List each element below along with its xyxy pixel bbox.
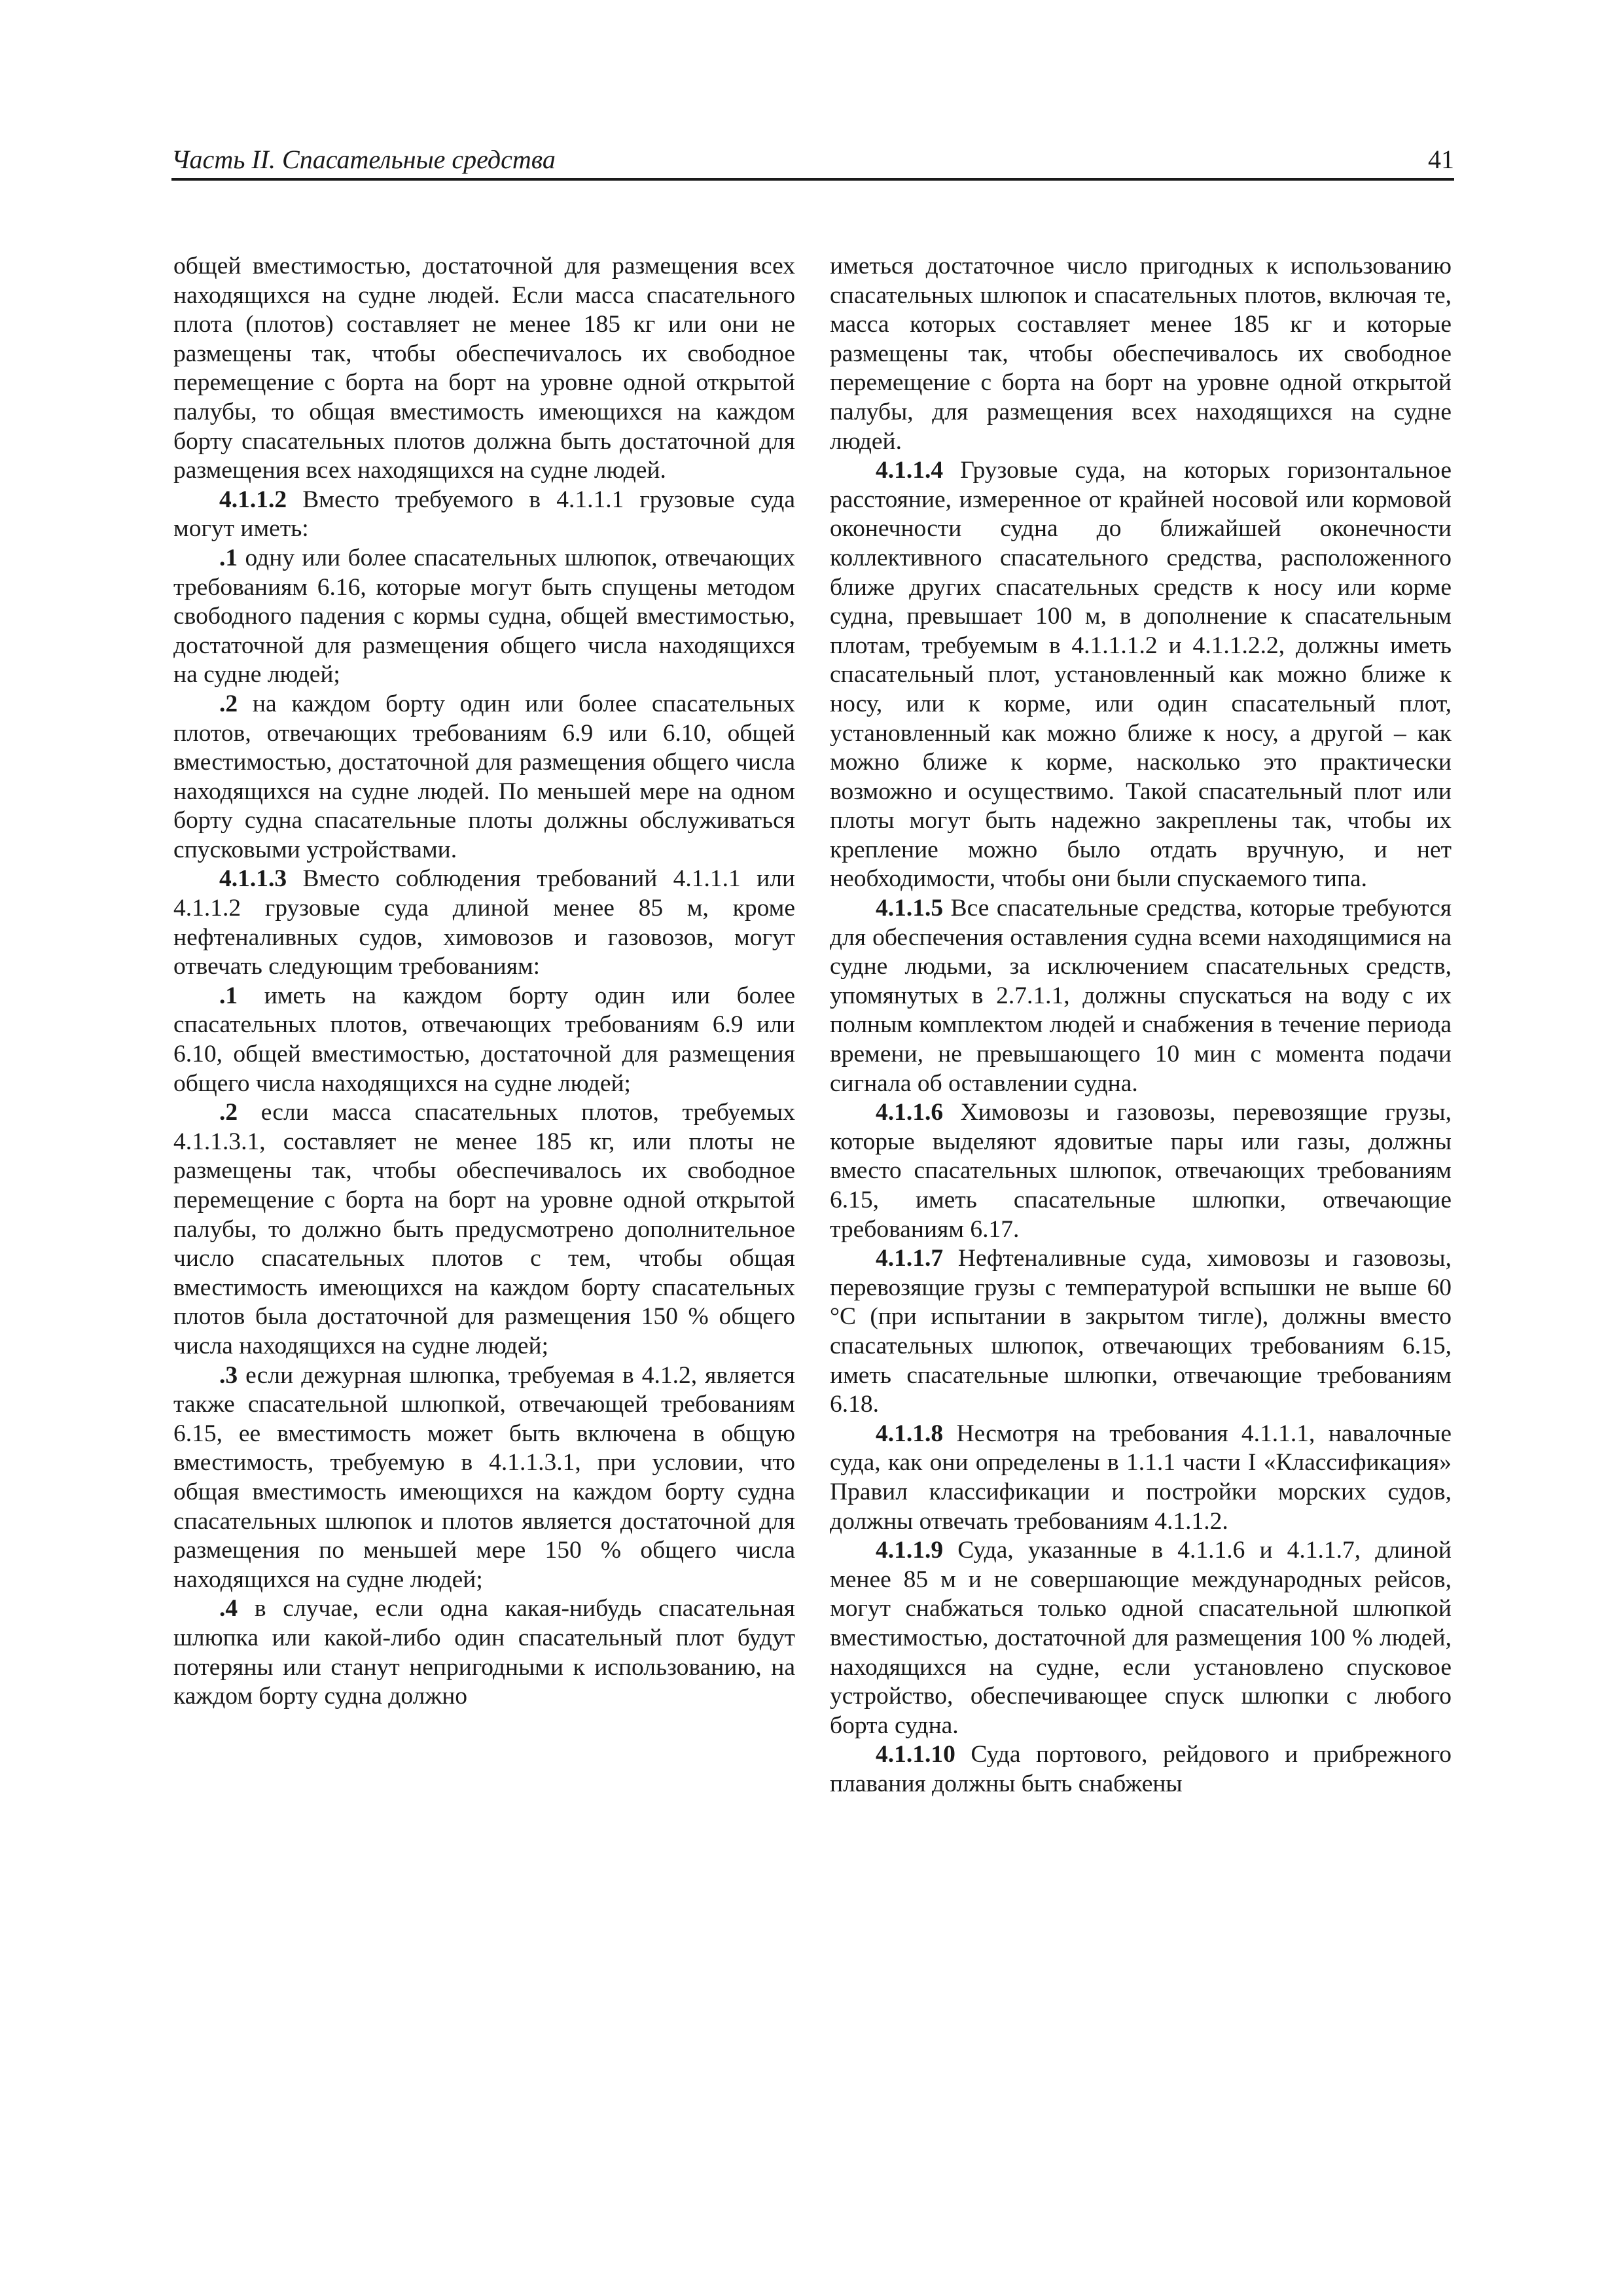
item-number: .3 — [219, 1361, 238, 1389]
page-number: 41 — [1428, 145, 1454, 174]
left-column — [173, 252, 795, 1712]
paragraph-text: одну или более спасательных шлюпок, отвечающих требованиям 6.16, которые могут быть спущены методом свободного падения с кормы судна, общей вместимостью, достаточной для размещения общего числа находящихся на судне людей; — [173, 544, 795, 689]
paragraph-text: иметься достаточное число пригодных к использованию спасательных шлюпок и спасательных плотов, включая те, масса которых составляет менее 185 кг и которые размещены так, чтобы обеспечивалось их свободное перемещение с борта на борт на уровне одной открытой палубы, для размещения всех находящихся на судне людей. — [830, 253, 1452, 455]
clause-number: 4.1.1.3 — [219, 865, 287, 893]
item-1 — [173, 982, 795, 1098]
clause-number: 4.1.1.6 — [876, 1099, 944, 1126]
paragraph-text: Химовозы и газовозы, перевозящие грузы, которые выделяют ядовитые пары или газы, должны вместо спасательных шлюпок, отвечающих требованиям 6.15, иметь спасательные шлюпки, отвечающие требованиям 6.17. — [830, 1099, 1452, 1243]
clause-4-1-1-8 — [830, 1420, 1452, 1536]
item-1 — [173, 544, 795, 690]
paragraph-text: если дежурная шлюпка, требуемая в 4.1.2, является также спасательной шлюпкой, отвечающей требованиям 6.15, ее вместимость может быть включена в общую вместимость, требуемую в 4.1.1.3.1, при условии, что общая вместимость имеющихся на каждом борту судна спасательных шлюпок и плотов является достаточной для размещения по меньшей мере 150 % общего числа находящихся на судне людей; — [173, 1361, 795, 1593]
paragraph-continued — [830, 252, 1452, 456]
item-2 — [173, 690, 795, 865]
clause-4-1-1-9 — [830, 1536, 1452, 1740]
paragraph-text: Суда, указанные в 4.1.1.6 и 4.1.1.7, длиной менее 85 м и не совершающие международных рейсов, могут снабжаться только одной спасательной шлюпкой вместимостью, достаточной для размещения 100 % людей, находящихся на судне, если установлено спусковое устройство, обеспечивающее спуск шлюпки с любого борта судна. — [830, 1537, 1452, 1739]
clause-4-1-1-7 — [830, 1244, 1452, 1420]
item-number: .2 — [219, 690, 238, 717]
part-title: Часть II. Спасательные средства — [171, 145, 556, 174]
item-number: .2 — [219, 1099, 238, 1126]
paragraph-continued — [173, 252, 795, 486]
paragraph-text: Несмотря на требования 4.1.1.1, навалочные суда, как они определены в 1.1.1 части I «Классификация» Правил классификации и постройки морских судов, должны отвечать требованиям 4.1.1.2. — [830, 1420, 1452, 1535]
item-3 — [173, 1361, 795, 1595]
item-number: .4 — [219, 1595, 238, 1623]
clause-4-1-1-6 — [830, 1098, 1452, 1244]
clause-number: 4.1.1.4 — [876, 457, 944, 484]
paragraph-text: Вместо требуемого в 4.1.1.1 грузовые суда могут иметь: — [173, 486, 795, 543]
paragraph-text: на каждом борту один или более спасательных плотов, отвечающих требованиям 6.9 или 6.10, общей вместимостью, достаточной для размещения общего числа находящихся на судне людей. По меньшей мере на одном борту судна спасательные плоты должны обслуживаться спусковыми устройствами. — [173, 690, 795, 863]
paragraph-text: Все спасательные средства, которые требуются для обеспечения оставления судна всеми находящимися на судне людьми, за исключением спасательных средств, упомянутых в 2.7.1.1, должны спускаться на воду с их полным комплектом людей и снабжения в течение периода времени, не превышающего 10 мин с момента подачи сигнала об оставлении судна. — [830, 895, 1452, 1097]
clause-4-1-1-2 — [173, 486, 795, 544]
clause-number: 4.1.1.7 — [876, 1245, 944, 1272]
paragraph-text: Вместо соблюдения требований 4.1.1.1 или 4.1.1.2 грузовые суда длиной менее 85 м, кроме нефтеналивных судов, химовозов и газовозов, могут отвечать следующим требованиям: — [173, 865, 795, 980]
paragraph-text: Суда портового, рейдового и прибрежного плавания должны быть снабжены — [830, 1741, 1452, 1797]
right-column — [830, 252, 1452, 1799]
item-number: .1 — [219, 982, 238, 1009]
clause-number: 4.1.1.2 — [219, 486, 287, 513]
item-4 — [173, 1594, 795, 1711]
paragraph-text: Грузовые суда, на которых горизонтальное расстояние, измеренное от крайней носовой или кормовой оконечности судна до ближайшей оконечности коллективного спасательного средства, расположенного ближе других спасательных средств к носу или корме судна, превышает 100 м, в дополнение к спасательным плотам, требуемым в 4.1.1.1.2 и 4.1.1.2.2, должны иметь спасательный плот, установленный как можно ближе к носу, или к корме, или один спасательный плот, установленный как можно ближе к носу, а другой – как можно ближе к корме, насколько это практически возможно и осуществимо. Такой спасательный плот или плоты могут быть надежно закреплены так, чтобы их крепление можно было отдать вручную, и нет необходимости, чтобы они были спускаемого типа. — [830, 457, 1452, 893]
clause-4-1-1-10 — [830, 1740, 1452, 1799]
header-rule — [171, 178, 1454, 181]
paragraph-text: если масса спасательных плотов, требуемых 4.1.1.3.1, составляет не менее 185 кг, или плоты не размещены так, чтобы обеспечивалось их свободное перемещение с борта на борт на уровне одной открытой палубы, то должно быть предусмотрено дополнительное число спасательных плотов с тем, чтобы общая вместимость имеющихся на каждом борту спасательных плотов была достаточной для размещения 150 % общего числа находящихся на судне людей; — [173, 1099, 795, 1359]
item-2 — [173, 1098, 795, 1361]
item-number: .1 — [219, 544, 238, 571]
clause-4-1-1-5 — [830, 894, 1452, 1098]
paragraph-text: иметь на каждом борту один или более спасательных плотов, отвечающих требованиям 6.9 или 6.10, общей вместимостью, достаточной для размещения общего числа находящихся на судне людей; — [173, 982, 795, 1097]
paragraph-text: Нефтеналивные суда, химовозы и газовозы, перевозящие грузы с температурой вспышки не выше 60 °С (при испытании в закрытом тигле), должны вместо спасательных шлюпок, отвечающих требованиям 6.15, иметь спасательные шлюпки, отвечающие требованиям 6.18. — [830, 1245, 1452, 1418]
paragraph-text: общей вместимостью, достаточной для размещения всех находящихся на судне людей. Если масса спасательного плота (плотов) составляет не менее 185 кг или они не размещены так, чтобы обеспечиvалось их свободное перемещение с борта на борт на уровне одной открытой палубы, то общая вместимость имеющихся на каждом борту спасательных плотов должна быть достаточной для размещения всех находящихся на судне людей. — [173, 253, 795, 484]
clause-4-1-1-3 — [173, 865, 795, 981]
clause-number: 4.1.1.5 — [876, 895, 944, 922]
clause-number: 4.1.1.10 — [876, 1741, 955, 1768]
clause-4-1-1-4 — [830, 456, 1452, 894]
paragraph-text: в случае, если одна какая-нибудь спасательная шлюпка или какой-либо один спасательный плот будут потеряны или станут непригодными к использованию, на каждом борту судна должно — [173, 1595, 795, 1710]
clause-number: 4.1.1.9 — [876, 1537, 944, 1564]
running-header — [171, 143, 1454, 181]
clause-number: 4.1.1.8 — [876, 1420, 944, 1447]
